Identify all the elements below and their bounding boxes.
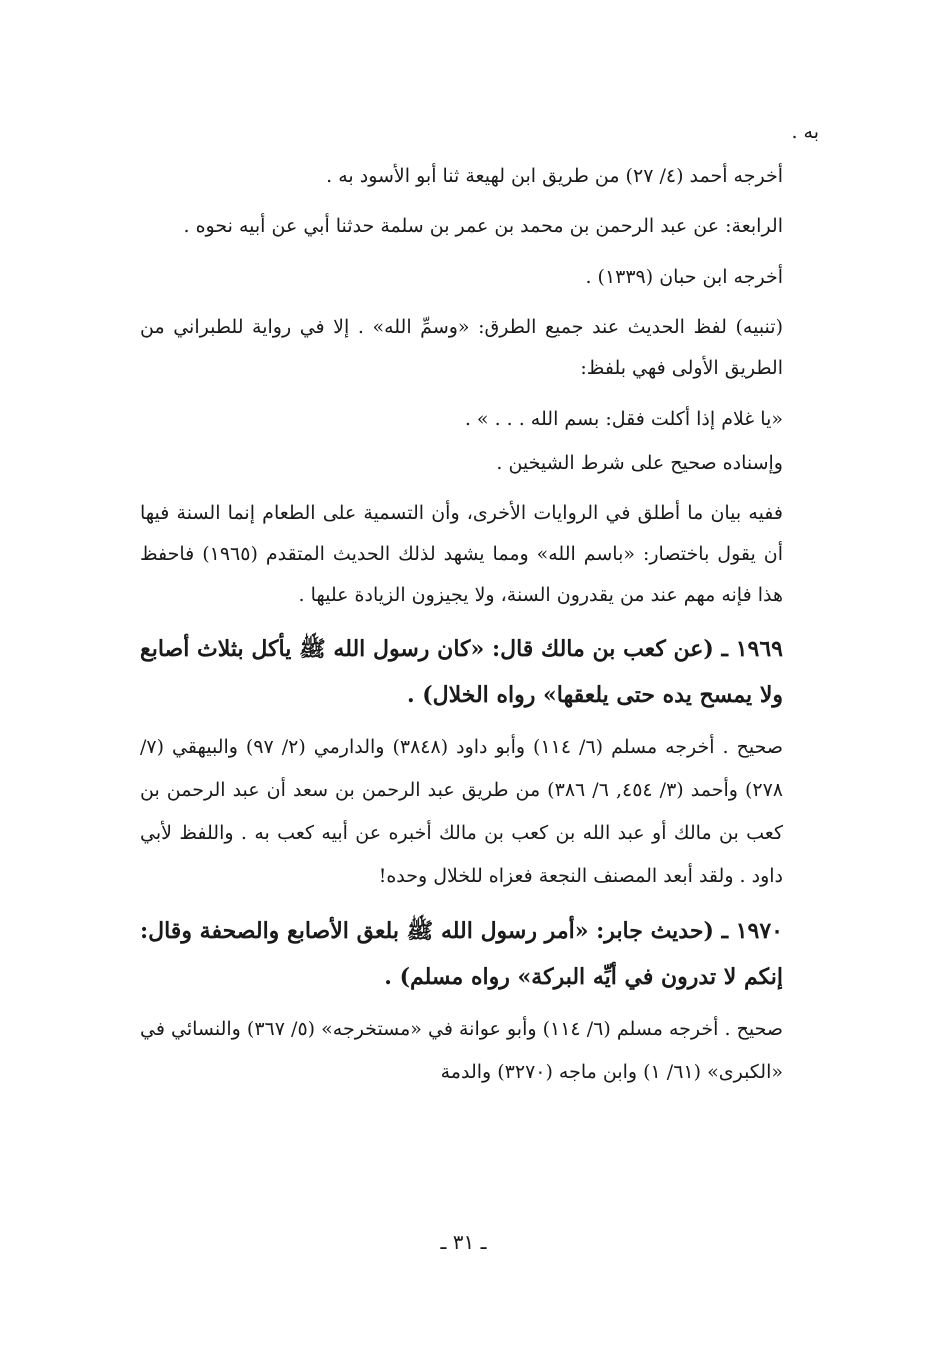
hadith-1969: ١٩٦٩ ـ (عن كعب بن مالك قال: «كان رسول الله ﷺ يأكل بثلاث أصابع ولا يمسح يده حتى يلعقها» رواه الخلال) . xyxy=(140,636,783,708)
text-line-continuation: به . xyxy=(791,121,819,143)
takhrij-ibn-hibban: أخرجه ابن حبان (١٣٣٩) . xyxy=(585,266,783,288)
takhrij-ahmad: أخرجه أحمد (٤/ ٢٧) من طريق ابن لهيعة ثنا أبو الأسود به . xyxy=(326,165,783,187)
takhrij-1970: صحيح . أخرجه مسلم (٦/ ١١٤) وأبو عوانة في «مستخرجه» (٥/ ٣٦٧) والنسائي في «الكبرى» (٦١/ ١) وابن ماجه (٣٢٧٠) والدمة xyxy=(140,1018,783,1083)
takhrij-1969: صحيح . أخرجه مسلم (٦/ ١١٤) وأبو داود (٣٨٤٨) والدارمي (٢/ ٩٧) والبيهقي (٧/ ٢٧٨) وأحمد (٣/ ٤٥٤, ٦/ ٣٨٦) من طريق عبد الرحمن بن سعد أن عبد الرحمن بن كعب بن مالك أو عبد الله بن كعب بن مالك أخبره عن أبيه كعب به . واللفظ لأبي داود . ولقد أبعد المصنف النجعة فعزاه للخلال وحده! xyxy=(140,736,783,887)
tabarani-wording: «يا غلام إذا أكلت فقل: بسم الله . . . » . xyxy=(464,408,783,430)
hadith-1970: ١٩٧٠ ـ (حديث جابر: «أمر رسول الله ﷺ بلعق الأصابع والصحفة وقال: إنكم لا تدرون في أيِّه البركة» رواه مسلم) . xyxy=(140,918,783,990)
note-paragraph: (تنبيه) لفظ الحديث عند جميع الطرق: «وسمِّ الله» . إلا في رواية للطبراني من الطريق الأولى فهي بلفظ: xyxy=(140,316,783,379)
isnad-grading: وإسناده صحيح على شرط الشيخين . xyxy=(496,452,783,474)
fourth-route: الرابعة: عن عبد الرحمن بن محمد بن عمر بن سلمة حدثنا أبي عن أبيه نحوه . xyxy=(183,215,783,237)
page-body xyxy=(140,110,819,1094)
commentary-paragraph: ففيه بيان ما أطلق في الروايات الأخرى، وأن التسمية على الطعام إنما السنة فيها أن يقول باختصار: «باسم الله» ومما يشهد لذلك الحديث المتقدم (١٩٦٥) فاحفظ هذا فإنه مهم عند من يقدرون السنة، ولا يجيزون الزيادة عليها . xyxy=(140,502,784,606)
page-number: ـ ٣١ ـ xyxy=(440,1230,487,1254)
